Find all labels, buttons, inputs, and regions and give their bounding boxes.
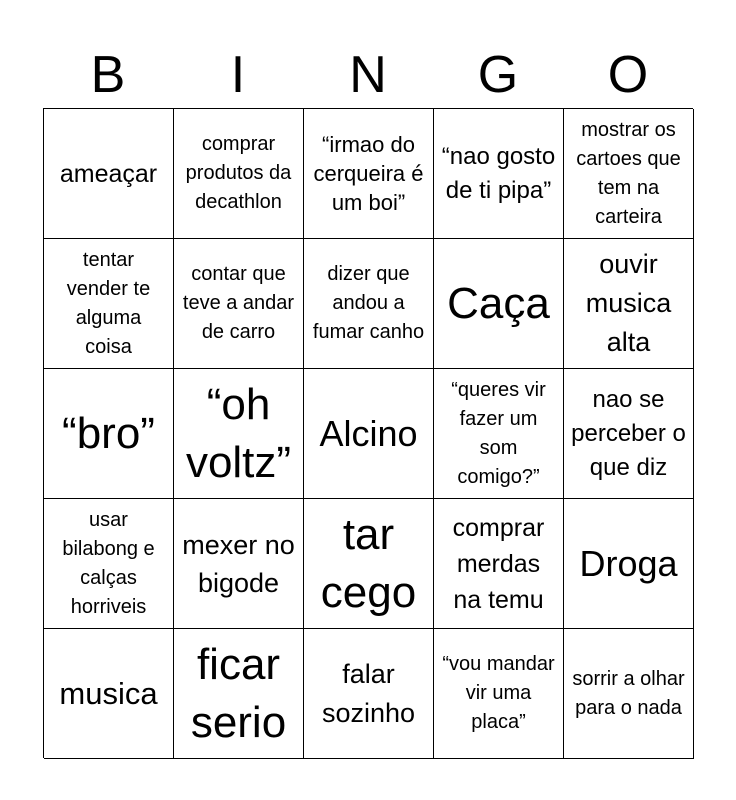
header-letter-n: N xyxy=(349,46,387,104)
bingo-cell[interactable]: ficar serio xyxy=(174,629,304,759)
bingo-cell[interactable]: tentar vender te alguma coisa xyxy=(44,239,174,369)
bingo-cell[interactable]: musica xyxy=(44,629,174,759)
header-letter-o: O xyxy=(607,46,649,104)
bingo-cell[interactable]: “nao gosto de ti pipa” xyxy=(434,109,564,239)
bingo-cell[interactable]: comprar produtos da decathlon xyxy=(174,109,304,239)
bingo-card-grid xyxy=(43,108,693,758)
bingo-cell[interactable]: nao se perceber o que diz xyxy=(564,369,694,499)
header-letter-i: I xyxy=(230,46,246,104)
bingo-cell[interactable]: sorrir a olhar para o nada xyxy=(564,629,694,759)
header-letter-b: B xyxy=(90,46,126,104)
bingo-cell[interactable]: “queres vir fazer um som comigo?” xyxy=(434,369,564,499)
bingo-cell[interactable]: Alcino xyxy=(304,369,434,499)
bingo-header xyxy=(43,40,693,110)
bingo-cell[interactable]: usar bilabong e calças horriveis xyxy=(44,499,174,629)
bingo-cell[interactable]: contar que teve a andar de carro xyxy=(174,239,304,369)
header-letter-g: G xyxy=(477,46,519,104)
bingo-cell[interactable]: comprar merdas na temu xyxy=(434,499,564,629)
bingo-cell[interactable]: “irmao do cerqueira é um boi” xyxy=(304,109,434,239)
bingo-cell[interactable]: mostrar os cartoes que tem na carteira xyxy=(564,109,694,239)
bingo-cell[interactable]: “vou mandar vir uma placa” xyxy=(434,629,564,759)
bingo-cell[interactable]: Caça xyxy=(434,239,564,369)
bingo-cell[interactable]: ameaçar xyxy=(44,109,174,239)
bingo-cell[interactable]: “oh voltz” xyxy=(174,369,304,499)
bingo-cell[interactable]: ouvir musica alta xyxy=(564,239,694,369)
bingo-cell[interactable]: mexer no bigode xyxy=(174,499,304,629)
bingo-cell[interactable]: tar cego xyxy=(304,499,434,629)
bingo-cell[interactable]: falar sozinho xyxy=(304,629,434,759)
bingo-cell[interactable]: dizer que andou a fumar canho xyxy=(304,239,434,369)
bingo-cell[interactable]: Droga xyxy=(564,499,694,629)
bingo-cell[interactable]: “bro” xyxy=(44,369,174,499)
